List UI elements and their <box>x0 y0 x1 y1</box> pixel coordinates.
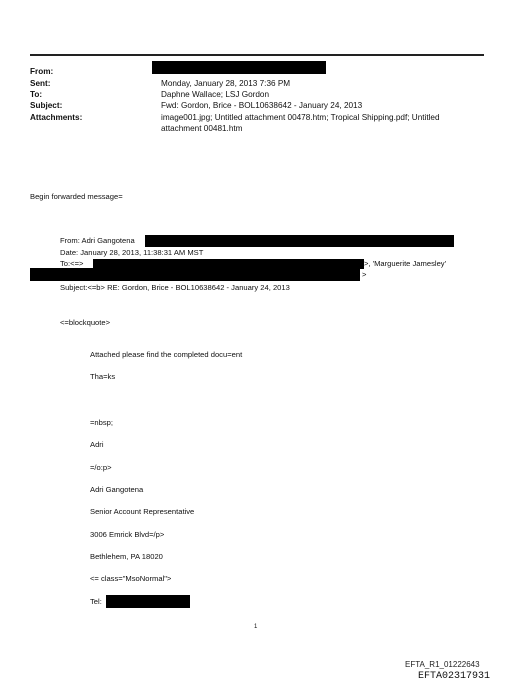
fwd-subject: Subject:<=b> RE: Gordon, Brice - BOL10638642 - January 24, 2013 <box>60 283 290 292</box>
attachments-value-line2: attachment 00481.htm <box>161 124 243 133</box>
subject-value: Fwd: Gordon, Brice - BOL10638642 - January 24, 2013 <box>161 101 363 110</box>
fwd-from: From: Adri Gangotena <box>60 236 135 245</box>
to-value: Daphne Wallace; LSJ Gordon <box>161 90 270 99</box>
fwd-from-redaction <box>145 235 454 247</box>
signature-address-2: Bethlehem, PA 18020 <box>90 552 163 561</box>
attachments-value-line1: image001.jpg; Untitled attachment 00478.htm; Tropical Shipping.pdf; Untitled <box>161 113 440 122</box>
attachments-label: Attachments: <box>30 113 83 122</box>
fwd-date: Date: January 28, 2013, 11:38:31 AM MST <box>60 248 204 257</box>
body-op-line: =/o:p> <box>90 463 112 472</box>
from-label: From: <box>30 67 54 76</box>
signature-name: Adri Gangotena <box>90 485 144 494</box>
signature-address-1: 3006 Emrick Blvd=/p> <box>90 530 165 539</box>
signature-tel-label: Tel: <box>90 597 102 606</box>
header-rule <box>30 54 484 56</box>
tel-redaction <box>106 595 190 608</box>
to-label: To: <box>30 90 43 99</box>
sent-label: Sent: <box>30 79 51 88</box>
body-thanks-line: Tha=ks <box>90 372 116 381</box>
from-redaction <box>152 61 326 74</box>
forward-intro: Begin forwarded message= <box>30 192 123 201</box>
fwd-to-tail: >, 'Marguerite Jamesley' <box>364 259 447 268</box>
blockquote-tag: <=blockquote> <box>60 318 111 327</box>
sent-value: Monday, January 28, 2013 7:36 PM <box>161 79 291 88</box>
fwd-to-tail-2: > <box>362 270 367 279</box>
signature-class-line: <= class="MsoNormal"> <box>90 574 172 583</box>
page-number: 1 <box>254 624 258 630</box>
efta-large-id: EFTA02317931 <box>418 671 491 682</box>
body-attached-line: Attached please find the completed docu=ent <box>90 350 243 359</box>
fwd-to-redaction-2 <box>30 268 360 281</box>
efta-small-id: EFTA_R1_01222643 <box>405 660 480 669</box>
body-adri-line: Adri <box>90 440 104 449</box>
fwd-to: To:<=> <box>60 259 84 268</box>
signature-title: Senior Account Representative <box>90 507 195 516</box>
subject-label: Subject: <box>30 101 63 110</box>
body-nbsp-line: =nbsp; <box>90 418 114 427</box>
